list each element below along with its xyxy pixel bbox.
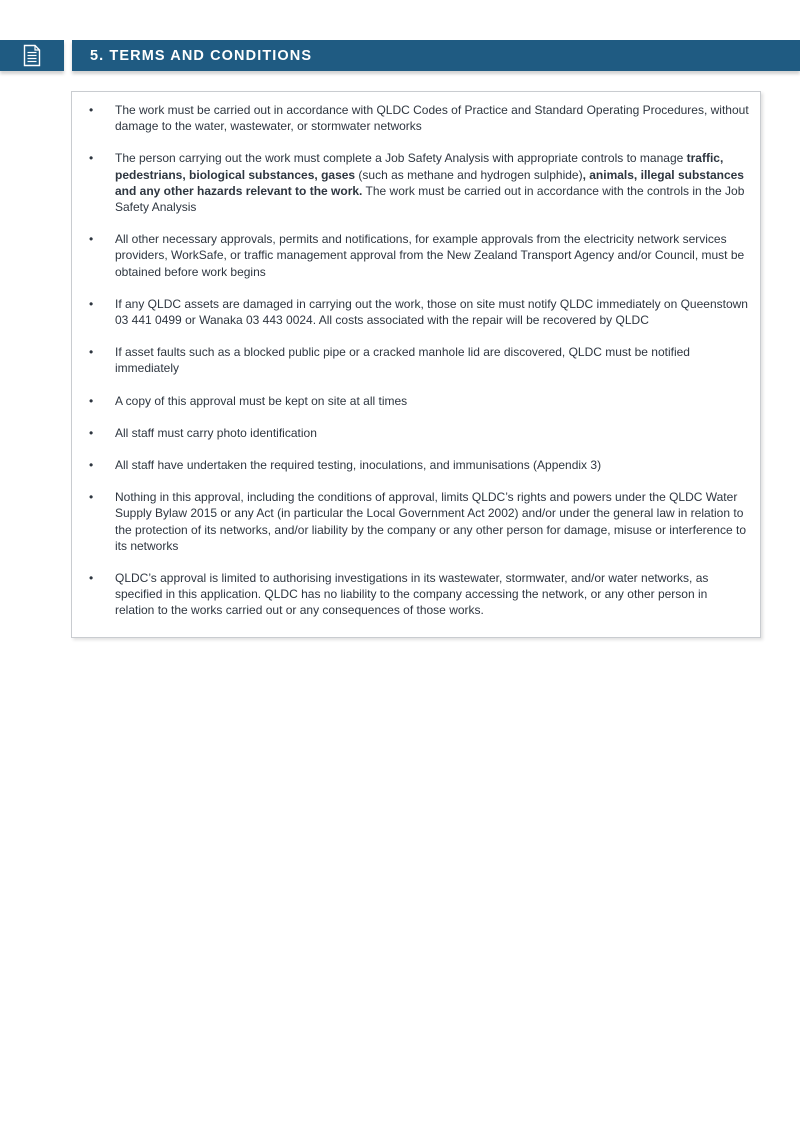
term-text: The work must be carried out in accordance with QLDC Codes of Practice and Standard Operating Procedures, without damage to the water, wastewater, or stormwater networks bbox=[115, 103, 749, 134]
bullet: • bbox=[89, 425, 94, 440]
list-item bbox=[89, 296, 749, 328]
document-list-icon bbox=[23, 44, 41, 67]
term-text: (such as methane and hydrogen sulphide) bbox=[355, 167, 583, 182]
term-text: QLDC’s approval is limited to authorising investigations in its wastewater, stormwater, and/or water networks, as specified in this application. QLDC has no liability to the company accessing the network, or any other person in relation to the works carried out or any consequences of those works. bbox=[115, 571, 709, 618]
term-text: Nothing in this approval, including the conditions of approval, limits QLDC’s rights and powers under the QLDC Water Supply Bylaw 2015 or any Act (in particular the Local Government Act 2002) and/or under the general law in relation to the protection of its networks, and/or liability by the company or any other person for damage, misuse or interference to its networks bbox=[115, 490, 746, 553]
term-text: If asset faults such as a blocked public pipe or a cracked manhole lid are discovered, QLDC must be notified immediately bbox=[115, 345, 690, 376]
bullet: • bbox=[89, 458, 94, 473]
term-text: All staff have undertaken the required testing, inoculations, and immunisations (Appendix 3) bbox=[115, 458, 602, 473]
bullet: • bbox=[89, 571, 94, 586]
term-text: A copy of this approval must be kept on site at all times bbox=[115, 393, 408, 408]
term-text: All staff must carry photo identification bbox=[115, 425, 317, 440]
bullet: • bbox=[89, 490, 94, 505]
terms-list bbox=[89, 102, 749, 635]
term-text-bold: , animals, illegal substances and any other hazards relevant to the work. bbox=[115, 167, 744, 198]
bullet: • bbox=[89, 151, 94, 166]
term-text: All other necessary approvals, permits and notifications, for example approvals from the electricity network services providers, WorkSafe, or traffic management approval from the New Zealand Transport Agency and/or Council, must be obtained before work begins bbox=[115, 232, 745, 279]
list-item bbox=[89, 150, 749, 215]
list-item bbox=[89, 344, 749, 376]
section-header bbox=[72, 40, 800, 71]
bullet: • bbox=[89, 296, 94, 311]
term-text: If any QLDC assets are damaged in carrying out the work, those on site must notify QLDC immediately on Queenstown 03 441 0499 or Wanaka 03 443 0024. All costs associated with the repair will be recovered by QLDC bbox=[115, 296, 748, 328]
list-item bbox=[89, 570, 749, 619]
list-item bbox=[89, 489, 749, 554]
list-item bbox=[89, 425, 749, 441]
term-text-bold: traffic, pedestrians, biological substances, gases bbox=[115, 151, 724, 182]
term-text: The person carrying out the work must complete a Job Safety Analysis with appropriate controls to manage bbox=[115, 151, 687, 166]
list-item bbox=[89, 102, 749, 134]
section-icon-box bbox=[0, 40, 64, 71]
list-item bbox=[89, 231, 749, 280]
term-text: The work must be carried out in accordance with the controls in the Job Safety Analysis bbox=[115, 183, 745, 215]
section-title: 5. TERMS AND CONDITIONS bbox=[90, 47, 313, 64]
bullet: • bbox=[89, 345, 94, 360]
bullet: • bbox=[89, 232, 94, 247]
bullet: • bbox=[89, 103, 94, 117]
bullet: • bbox=[89, 393, 94, 408]
terms-card bbox=[71, 91, 761, 638]
list-item bbox=[89, 457, 749, 473]
list-item bbox=[89, 393, 749, 409]
